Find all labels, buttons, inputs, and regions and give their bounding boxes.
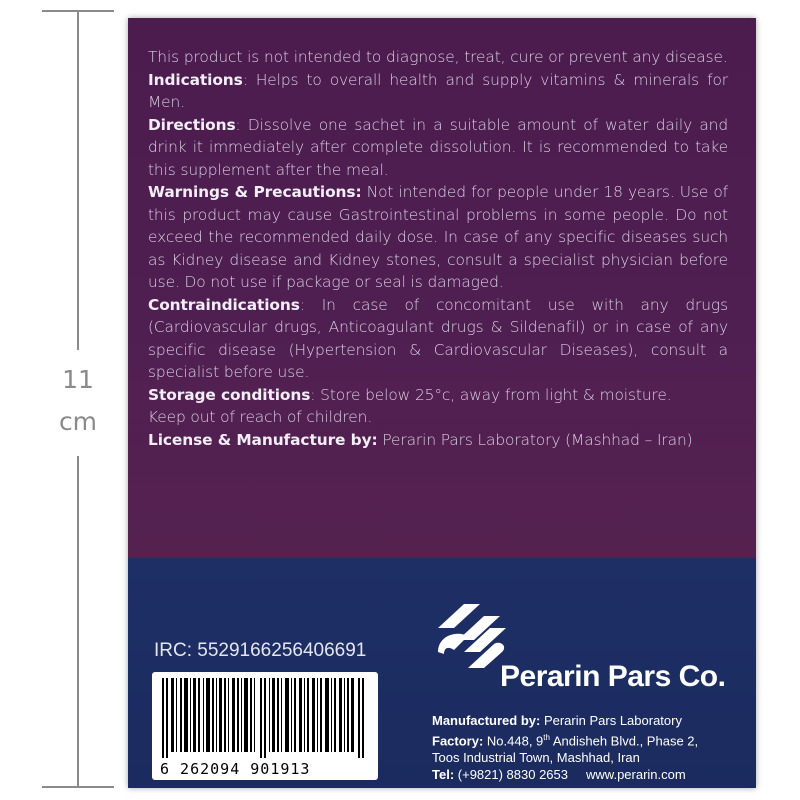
package-panel xyxy=(128,18,756,788)
barcode-digits: 6 262094 901913 xyxy=(160,760,311,778)
license-text: Perarin Pars Laboratory (Mashhad – Iran) xyxy=(377,430,693,449)
indications-label: Indications xyxy=(148,70,243,89)
barcode xyxy=(152,672,378,780)
ruler-line-top xyxy=(77,10,79,350)
directions-paragraph xyxy=(148,114,728,182)
warnings-text: Not intended for people under 18 years. Use of this product may cause Gastrointestinal problems in some people. Do not exceed the recommended daily dose. In case of any specific diseases such as Kidney disease and Kidney stones, consult a specialist physician before use. Do not use if package or seal is damaged. xyxy=(148,183,728,291)
warnings-paragraph xyxy=(148,181,728,294)
manufactured-label: Manufactured by: xyxy=(432,713,541,728)
ruler-bottom-cap xyxy=(42,786,114,788)
warnings-label: Warnings & Precautions: xyxy=(148,183,362,201)
factory-row xyxy=(432,729,750,749)
manufacturer-info xyxy=(432,712,750,783)
ruler-value: 11 xyxy=(62,365,94,394)
purple-label-area xyxy=(128,18,756,558)
storage-paragraph xyxy=(148,384,728,407)
contraindications-paragraph xyxy=(148,294,728,384)
contraindications-label: Contraindications xyxy=(148,295,300,314)
directions-label: Directions xyxy=(148,115,236,134)
tel-row xyxy=(432,766,750,783)
factory-line2: Toos Industrial Town, Mashhad, Iran xyxy=(432,750,640,766)
indications-paragraph xyxy=(148,69,728,114)
brand-name: Perarin Pars Co. xyxy=(500,660,726,693)
license-label: License & Manufacture by: xyxy=(148,430,378,449)
manufactured-row xyxy=(432,712,750,729)
website-text: www.perarin.com xyxy=(586,767,686,783)
license-paragraph xyxy=(148,429,728,452)
irc-code: IRC: 5529166256406691 xyxy=(154,640,367,661)
label-text-block xyxy=(148,46,728,451)
factory-label: Factory: xyxy=(432,733,484,749)
keep-out-text: Keep out of reach of children. xyxy=(148,408,373,426)
tel-label: Tel: xyxy=(432,767,455,783)
intro-text: This product is not intended to diagnose, treat, cure or prevent any disease. xyxy=(148,48,728,66)
ruler-line-bottom xyxy=(77,456,79,786)
manufactured-value: Perarin Pars Laboratory xyxy=(540,713,682,728)
factory-value-b: Andisheh Blvd., Phase 2, xyxy=(549,733,699,749)
ruler-unit: cm xyxy=(58,407,98,436)
storage-label: Storage conditions xyxy=(148,385,311,404)
directions-text: : Dissolve one sachet in a suitable amount of water daily and drink it immediately after complete dissolution. It is recommended to take this supplement after the meal. xyxy=(148,115,728,179)
indications-text: : Helps to overall health and supply vitamins & minerals for Men. xyxy=(148,70,728,111)
tel-value: (+9821) 8830 2653 xyxy=(454,767,569,783)
factory-value-a: No.448, 9 xyxy=(483,733,544,749)
storage-text: : Store below 25°c, away from light & moisture. xyxy=(310,385,672,404)
contraindications-text: : In case of concomitant use with any drugs (Cardiovascular drugs, Anticoagulant drugs & Sildenafil) or in case of any specific disease (Hypertension & Cardiovascular Diseases), consult a specialist before use. xyxy=(148,295,728,381)
barcode-bars xyxy=(162,678,368,758)
factory-sup: th xyxy=(543,733,550,742)
